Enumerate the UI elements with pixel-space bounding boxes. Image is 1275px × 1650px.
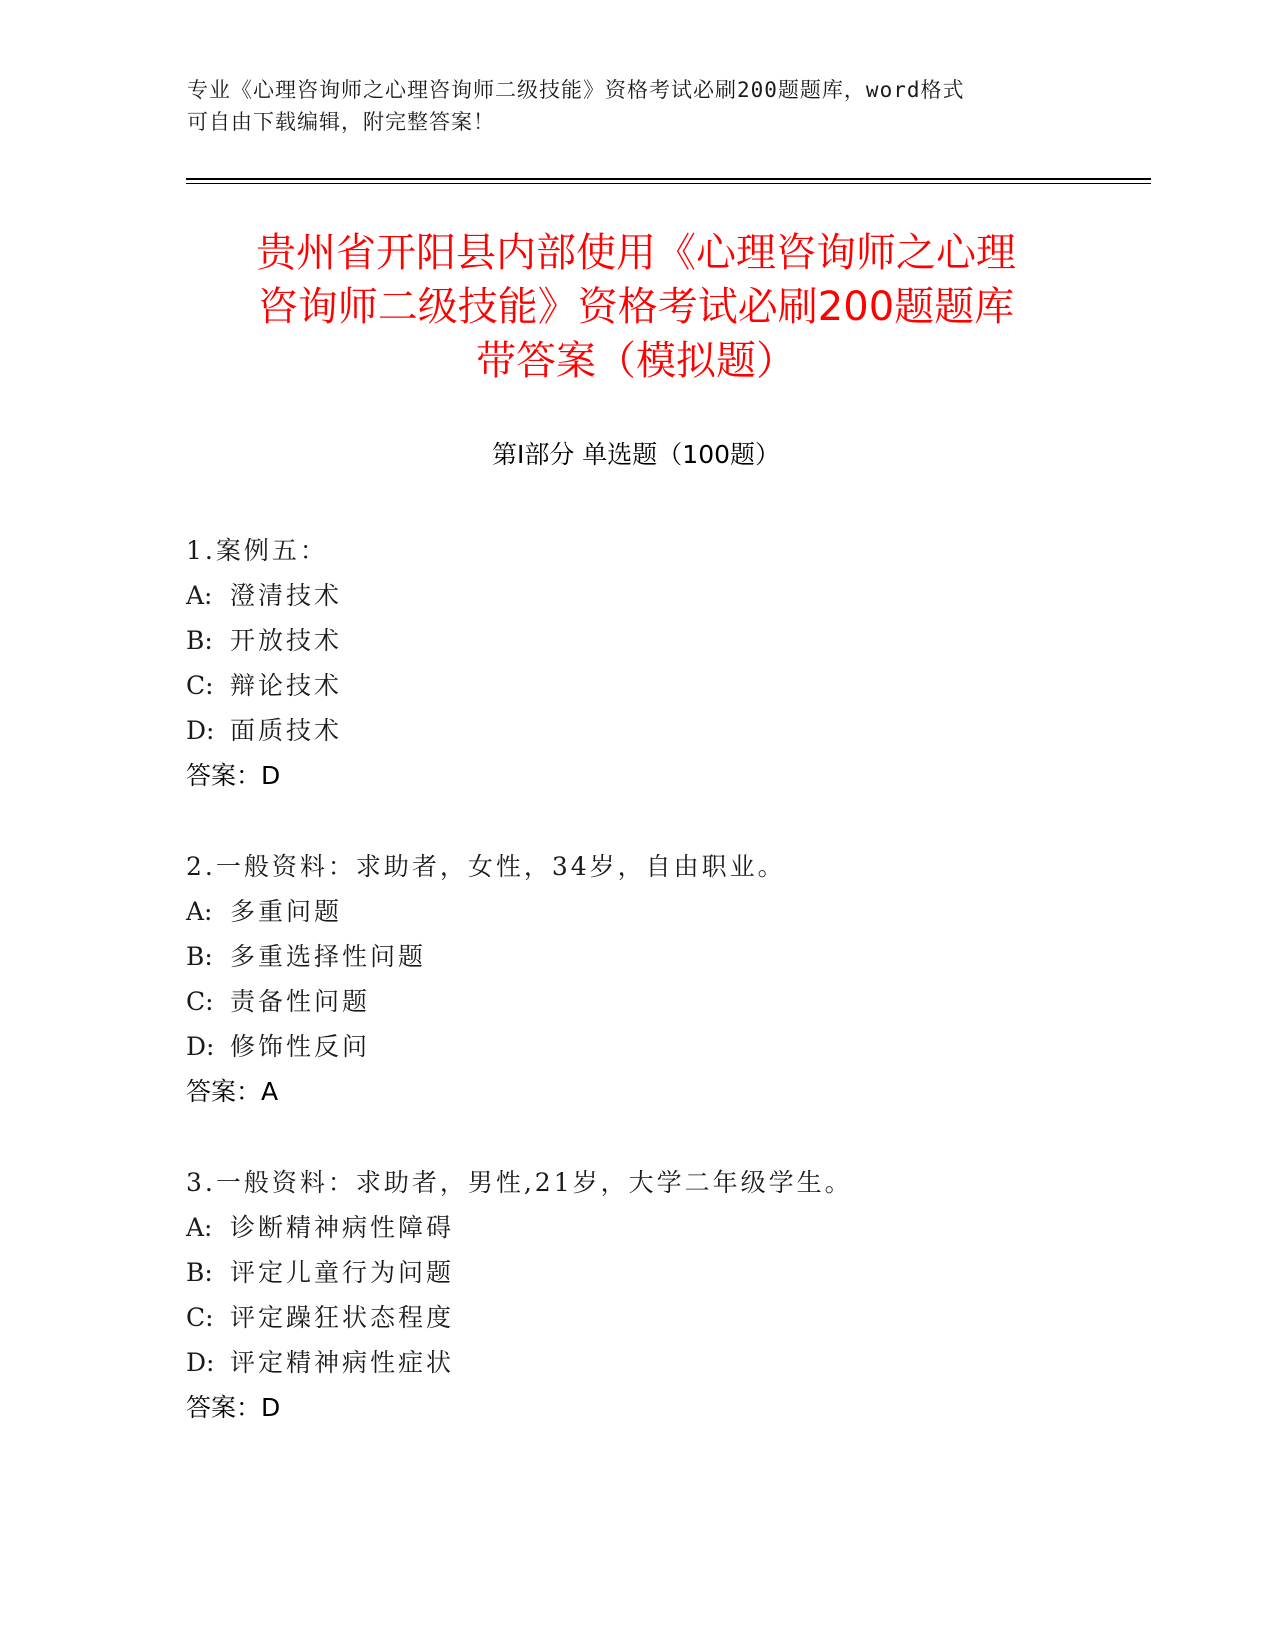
option-a (186, 573, 1126, 618)
question-list (186, 528, 1126, 1476)
header-divider-thin (186, 183, 1151, 184)
answer-line: 答案：D (186, 1393, 281, 1422)
option-d (186, 708, 1126, 753)
question-item (186, 844, 1126, 1115)
option-letter: D: (186, 1348, 215, 1377)
option-letter: C: (186, 987, 214, 1016)
option-b (186, 618, 1126, 663)
document-header-note (187, 74, 1067, 138)
option-text: 责备性问题 (230, 987, 371, 1016)
title-line-3: 带答案（模拟题） (476, 338, 796, 384)
header-note-line-2: 可自由下载编辑，附完整答案！ (187, 110, 495, 134)
option-letter: A: (186, 897, 213, 926)
title-line-1: 贵州省开阳县内部使用《心理咨询师之心理 (256, 230, 1016, 276)
option-c (186, 1295, 1126, 1340)
option-d (186, 1340, 1126, 1385)
answer-line: 答案：D (186, 761, 281, 790)
answer-line: 答案：A (186, 1077, 279, 1106)
option-letter: C: (186, 1303, 214, 1332)
option-text: 修饰性反问 (230, 1032, 371, 1061)
option-a (186, 889, 1126, 934)
option-letter: D: (186, 1032, 215, 1061)
header-note-line-1: 专业《心理咨询师之心理咨询师二级技能》资格考试必刷200题题库，word格式 (187, 78, 965, 102)
option-text: 评定躁狂状态程度 (230, 1303, 455, 1332)
option-c (186, 663, 1126, 708)
option-text: 辩论技术 (230, 671, 343, 700)
option-letter: D: (186, 716, 215, 745)
question-stem: 2.一般资料：求助者，女性，34岁，自由职业。 (186, 852, 786, 881)
question-stem: 1.案例五： (186, 536, 328, 565)
option-d (186, 1024, 1126, 1069)
title-line-2: 咨询师二级技能》资格考试必刷200题题库 (257, 284, 1015, 330)
option-text: 多重选择性问题 (230, 942, 427, 971)
section-heading: 第Ⅰ部分 单选题（100题） (491, 440, 781, 469)
header-divider-thick (186, 178, 1151, 180)
option-text: 开放技术 (230, 626, 343, 655)
option-b (186, 934, 1126, 979)
option-text: 澄清技术 (230, 581, 343, 610)
question-stem: 3.一般资料：求助者，男性,21岁，大学二年级学生。 (186, 1168, 853, 1197)
question-item (186, 1160, 1126, 1431)
document-title (186, 226, 1086, 388)
option-text: 多重问题 (230, 897, 343, 926)
option-text: 面质技术 (230, 716, 343, 745)
option-text: 诊断精神病性障碍 (230, 1213, 455, 1242)
option-a (186, 1205, 1126, 1250)
option-letter: B: (186, 942, 213, 971)
option-letter: B: (186, 626, 213, 655)
question-item (186, 528, 1126, 799)
option-letter: A: (186, 581, 213, 610)
option-c (186, 979, 1126, 1024)
option-text: 评定精神病性症状 (230, 1348, 455, 1377)
option-b (186, 1250, 1126, 1295)
option-letter: A: (186, 1213, 213, 1242)
option-letter: C: (186, 671, 214, 700)
option-letter: B: (186, 1258, 213, 1287)
option-text: 评定儿童行为问题 (230, 1258, 455, 1287)
